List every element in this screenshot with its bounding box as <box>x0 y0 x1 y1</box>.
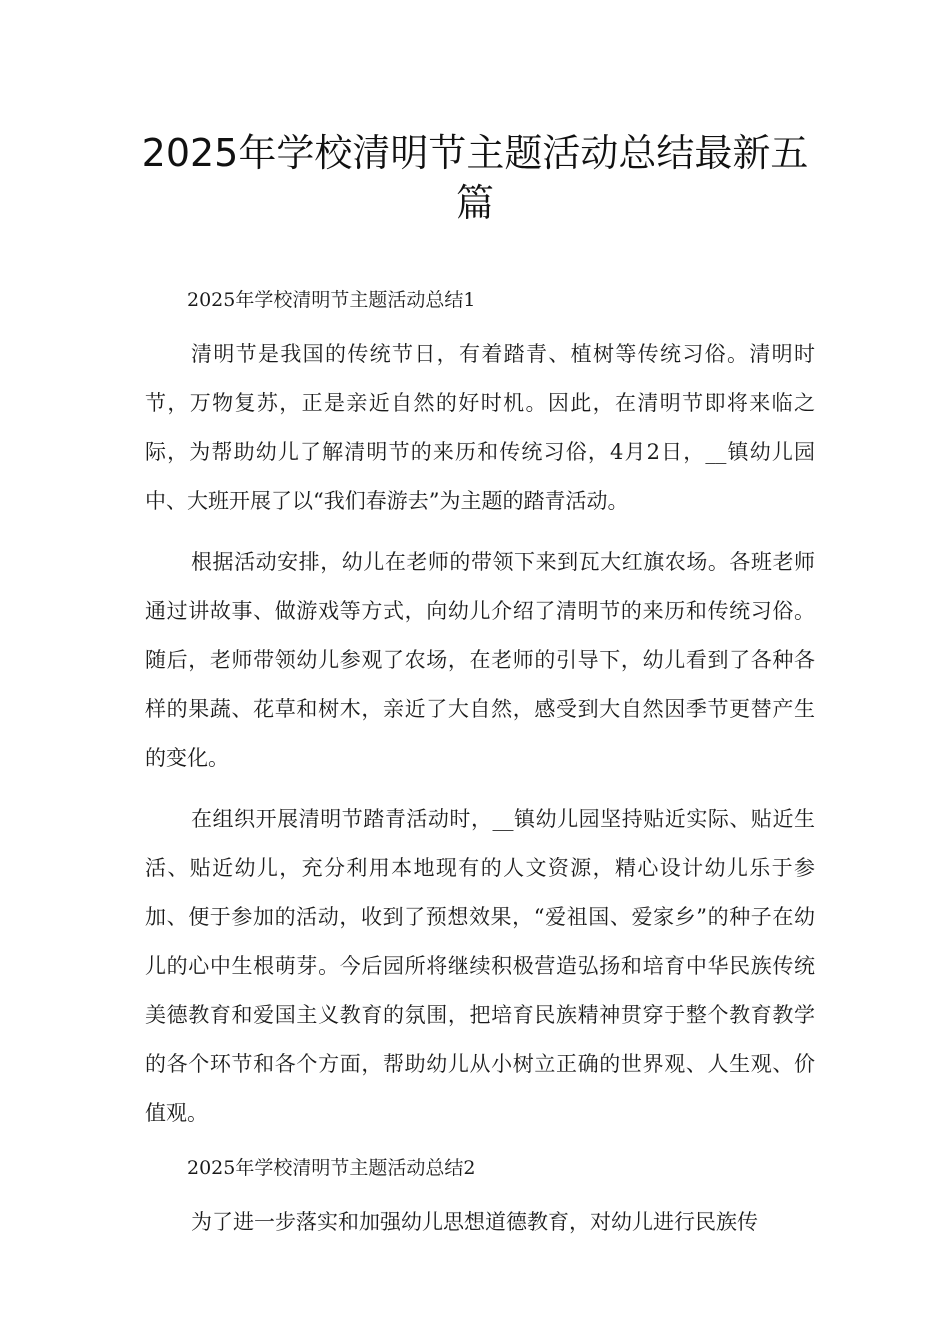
paragraph: 在组织开展清明节踏青活动时，__镇幼儿园坚持贴近实际、贴近生活、贴近幼儿，充分利用本地现有的人文资源，精心设计幼儿乐于参加、便于参加的活动，收到了预想效果，“爱祖国、爱家乡”的种子在幼儿的心中生根萌芽。今后园所将继续积极营造弘扬和培育中华民族传统美德教育和爱国主义教育的氛围，把培育民族精神贯穿于整个教育教学的各个环节和各个方面，帮助幼儿从小树立正确的世界观、人生观、价值观。 <box>145 807 815 1125</box>
section-heading: 2025年学校清明节主题活动总结2 <box>187 1157 476 1179</box>
paragraph: 为了进一步落实和加强幼儿思想道德教育，对幼儿进行民族传 <box>191 1210 758 1234</box>
section-2 <box>145 1150 815 1247</box>
paragraph: 清明节是我国的传统节日，有着踏青、植树等传统习俗。清明时节，万物复苏，正是亲近自然的好时机。因此，在清明节即将来临之际，为帮助幼儿了解清明节的来历和传统习俗，4月2日，__镇幼儿园中、大班开展了以“我们春游去”为主题的踏青活动。 <box>145 342 815 513</box>
section-1 <box>145 282 815 1138</box>
document-body <box>145 282 815 1259</box>
section-heading: 2025年学校清明节主题活动总结1 <box>187 289 476 311</box>
paragraph: 根据活动安排，幼儿在老师的带领下来到瓦大红旗农场。各班老师通过讲故事、做游戏等方式，向幼儿介绍了清明节的来历和传统习俗。随后，老师带领幼儿参观了农场，在老师的引导下，幼儿看到了各种各样的果蔬、花草和树木，亲近了大自然，感受到大自然因季节更替产生的变化。 <box>145 550 815 770</box>
document-title: 2025年学校清明节主题活动总结最新五篇 <box>141 131 809 225</box>
